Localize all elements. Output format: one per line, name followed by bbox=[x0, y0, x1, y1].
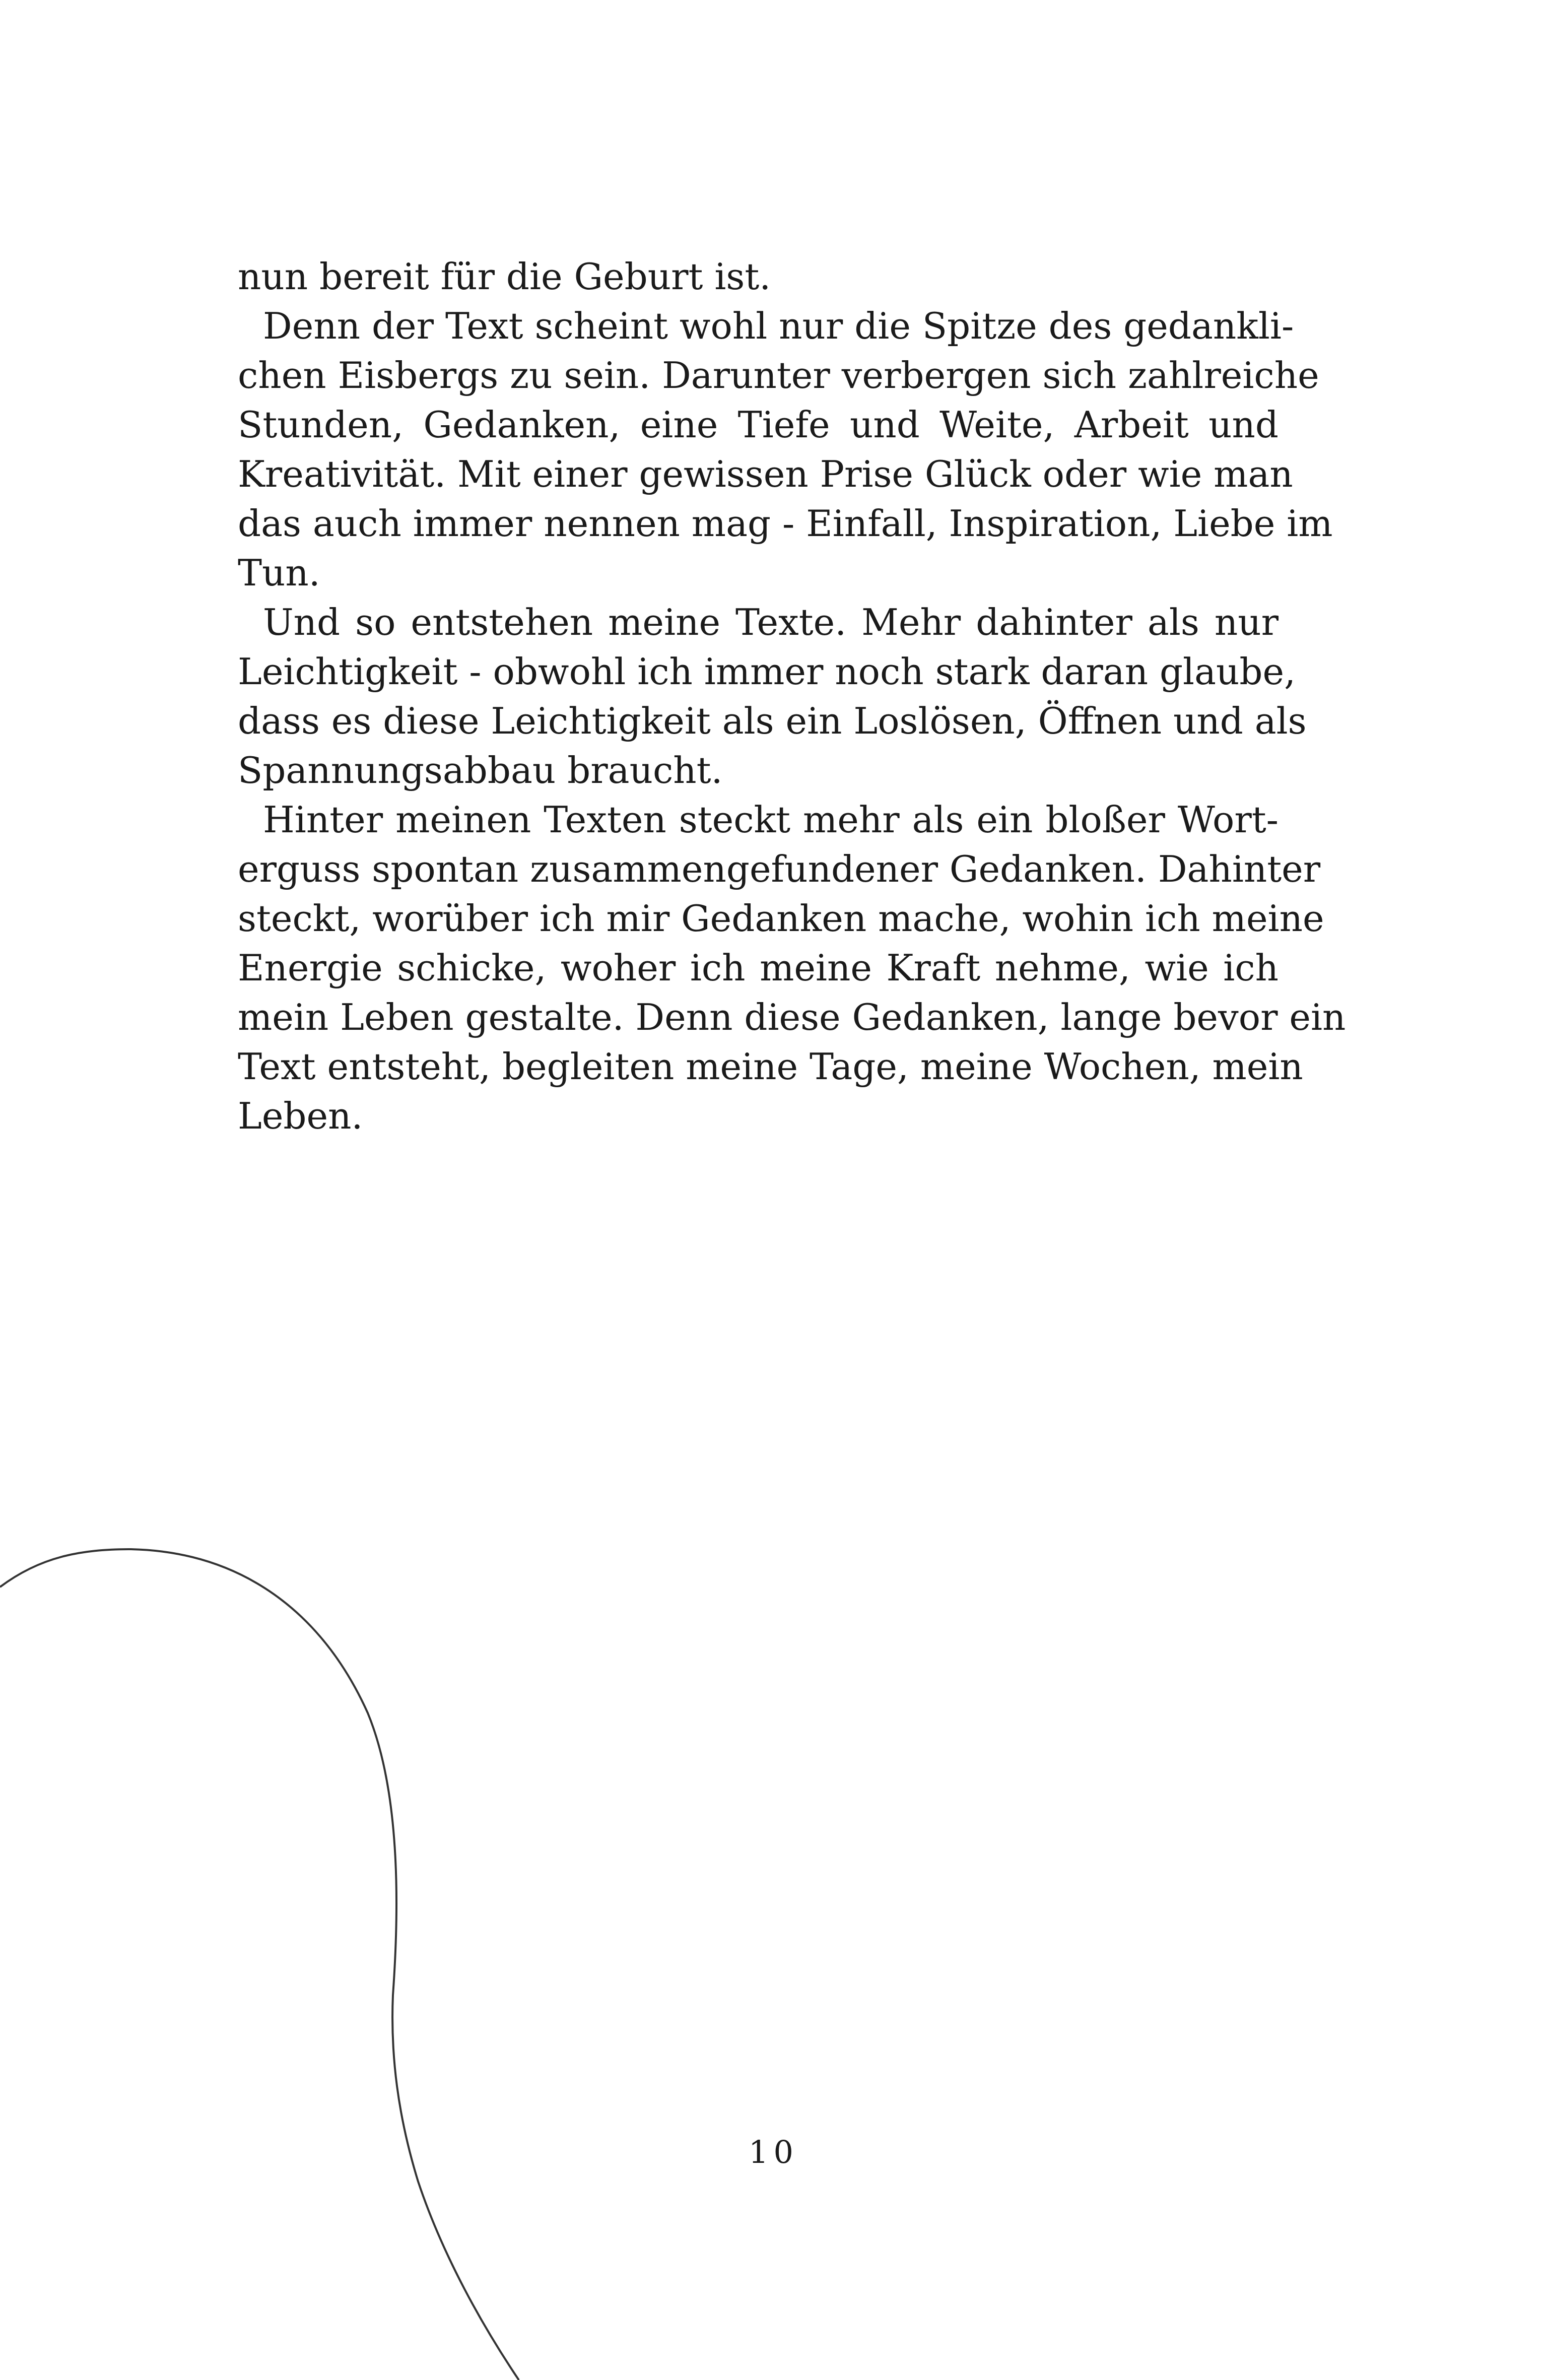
text-line: Stunden, Gedanken, eine Tiefe und Weite, Arbeit und bbox=[238, 404, 1279, 446]
text-line: erguss spontan zusammengefundener Gedanken. Dahinter bbox=[238, 848, 1321, 890]
text-line: Und so entstehen meine Texte. Mehr dahinter als nur bbox=[263, 601, 1279, 643]
text-line: Leichtigkeit - obwohl ich immer noch stark daran glaube, bbox=[238, 650, 1296, 693]
text-line: Leben. bbox=[238, 1095, 363, 1137]
text-line: Energie schicke, woher ich meine Kraft nehme, wie ich bbox=[238, 947, 1279, 989]
text-line: Tun. bbox=[238, 552, 320, 594]
text-line: nun bereit für die Geburt ist. bbox=[238, 255, 771, 298]
page-number: 10 bbox=[749, 2134, 798, 2170]
text-line: Kreativität. Mit einer gewissen Prise Glück oder wie man bbox=[238, 453, 1293, 495]
text-line: dass es diese Leichtigkeit als ein Loslösen, Öffnen und als bbox=[238, 700, 1307, 742]
text-line: Hinter meinen Texten steckt mehr als ein bloßer Wort- bbox=[263, 799, 1279, 841]
text-line: steckt, worüber ich mir Gedanken mache, wohin ich meine bbox=[238, 897, 1324, 940]
text-line: das auch immer nennen mag - Einfall, Inspiration, Liebe im bbox=[238, 502, 1333, 545]
decorative-curve-line bbox=[0, 1549, 519, 2380]
text-line: Text entsteht, begleiten meine Tage, meine Wochen, mein bbox=[238, 1045, 1303, 1088]
text-line: mein Leben gestalte. Denn diese Gedanken, lange bevor ein bbox=[238, 996, 1346, 1038]
text-line: chen Eisbergs zu sein. Darunter verbergen sich zahlreiche bbox=[238, 354, 1319, 396]
text-line: Denn der Text scheint wohl nur die Spitze des gedankli- bbox=[263, 305, 1294, 347]
text-line: Spannungsabbau braucht. bbox=[238, 749, 723, 791]
